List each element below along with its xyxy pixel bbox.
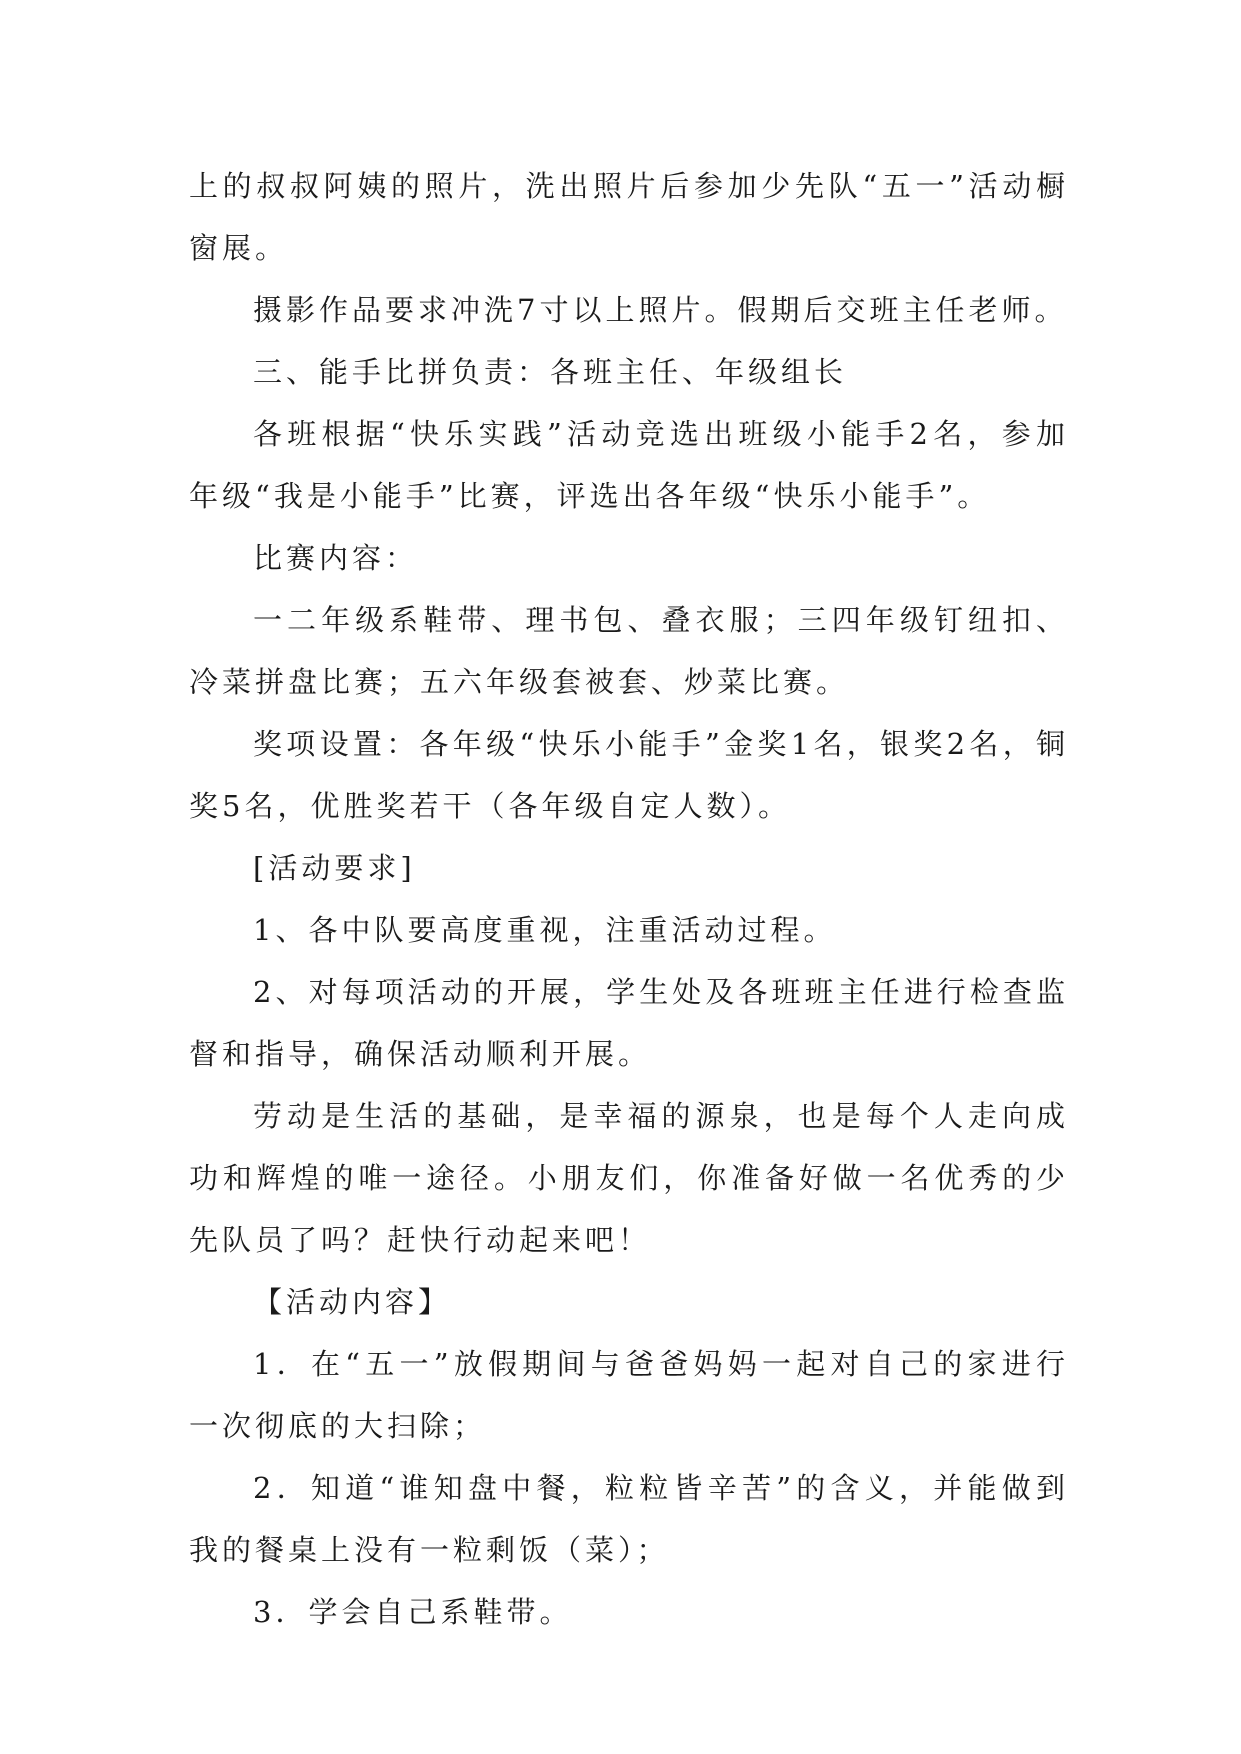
- section-heading-skills-contest: 三、能手比拼负责：各班主任、年级组长: [253, 355, 848, 389]
- requirement-item-1: 1、各中队要高度重视，注重活动过程。: [253, 913, 837, 947]
- paragraph-awards: 奖项设置：各年级“快乐小能手”金奖1名，银奖2名，铜奖5名，优胜奖若干（各年级自定人数）。: [189, 727, 1069, 823]
- paragraph-class-selection: 各班根据“快乐实践”活动竞选出班级小能手2名，参加年级“我是小能手”比赛，评选出各年级“快乐小能手”。: [189, 417, 1069, 513]
- paragraph-photo-requirement: 摄影作品要求冲洗7寸以上照片。假期后交班主任老师。: [253, 293, 1068, 327]
- activity-item-2: 2．知道“谁知盘中餐，粒粒皆辛苦”的含义，并能做到我的餐桌上没有一粒剩饭（菜）；: [189, 1471, 1069, 1567]
- paragraph-labor-value: 劳动是生活的基础，是幸福的源泉，也是每个人走向成功和辉煌的唯一途径。小朋友们，你准备好做一名优秀的少先队员了吗？赶快行动起来吧！: [189, 1099, 1069, 1257]
- activity-item-3: 3．学会自己系鞋带。: [253, 1595, 573, 1629]
- label-contest-content: 比赛内容：: [253, 541, 419, 575]
- activity-item-1: 1．在“五一”放假期间与爸爸妈妈一起对自己的家进行一次彻底的大扫除；: [189, 1347, 1069, 1443]
- section-heading-activity-content: 【活动内容】: [253, 1285, 452, 1319]
- requirement-item-2: 2、对每项活动的开展，学生处及各班班主任进行检查监督和指导，确保活动顺利开展。: [189, 975, 1069, 1071]
- section-heading-requirements: [活动要求]: [253, 851, 416, 885]
- document-body: [189, 155, 1069, 1643]
- paragraph-contest-items: 一二年级系鞋带、理书包、叠衣服；三四年级钉纽扣、冷菜拼盘比赛；五六年级套被套、炒菜比赛。: [189, 603, 1069, 699]
- paragraph-continued: 上的叔叔阿姨的照片，洗出照片后参加少先队“五一”活动橱窗展。: [189, 169, 1069, 265]
